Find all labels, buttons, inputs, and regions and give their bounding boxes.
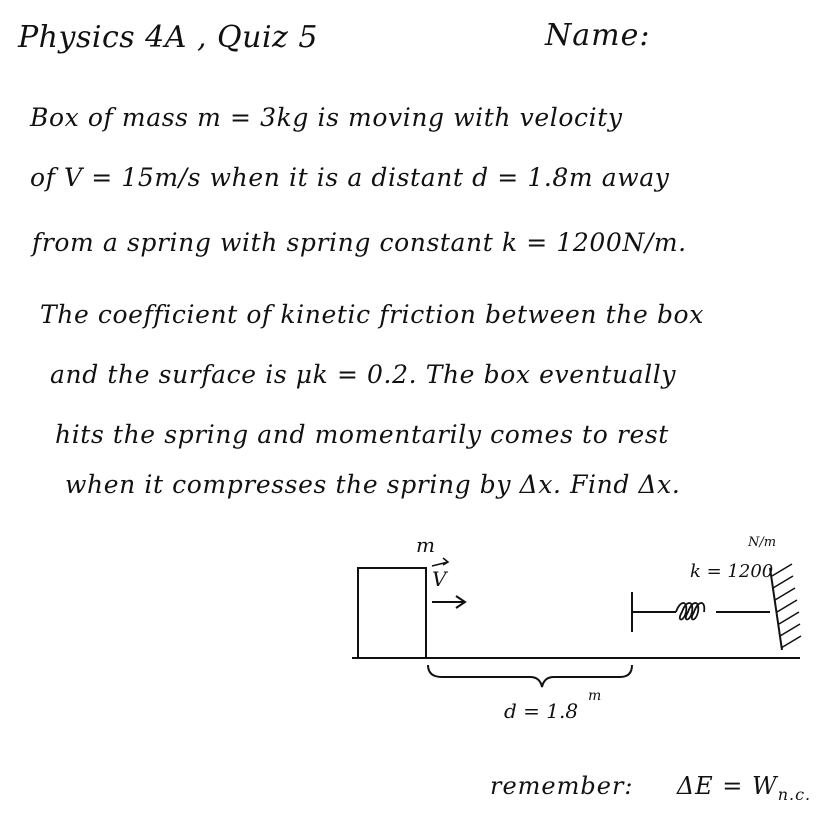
remember-note (490, 772, 811, 804)
distance-brace-icon (428, 665, 632, 687)
problem-line-7: when it compresses the spring by Δx. Find Δx. (65, 470, 681, 499)
problem-line-3: from a spring with spring constant k = 1200N/m. (32, 228, 687, 257)
spring-unit-label: N/m (748, 535, 777, 550)
problem-line-6: hits the spring and momentarily comes to rest (55, 420, 669, 449)
equation-subscript: n.c. (777, 784, 812, 804)
problem-line-2: of V = 15m/s when it is a distant d = 1.8m away (30, 163, 670, 192)
problem-line-1: Box of mass m = 3kg is moving with velocity (30, 103, 623, 132)
distance-unit-label: m (588, 688, 602, 704)
diagram-svg (330, 520, 830, 740)
distance-label: d = 1.8 (504, 699, 579, 723)
spring-constant-label: k = 1200 (690, 561, 774, 582)
problem-line-4: The coefficient of kinetic friction between the box (40, 300, 704, 329)
name-label: Name: (545, 18, 651, 53)
quiz-title: Physics 4A , Quiz 5 (18, 20, 318, 55)
remember-label: remember: (490, 772, 634, 800)
velocity-label: V (432, 567, 447, 591)
spring-coil-icon (676, 603, 704, 620)
box-spring-diagram (330, 520, 830, 740)
problem-line-5: and the surface is μk = 0.2. The box eventually (50, 360, 677, 389)
energy-equation: ΔE = W (676, 772, 778, 800)
box-shape (358, 568, 426, 658)
vector-bar-arrowhead-icon (443, 558, 448, 565)
mass-label: m (416, 533, 435, 557)
